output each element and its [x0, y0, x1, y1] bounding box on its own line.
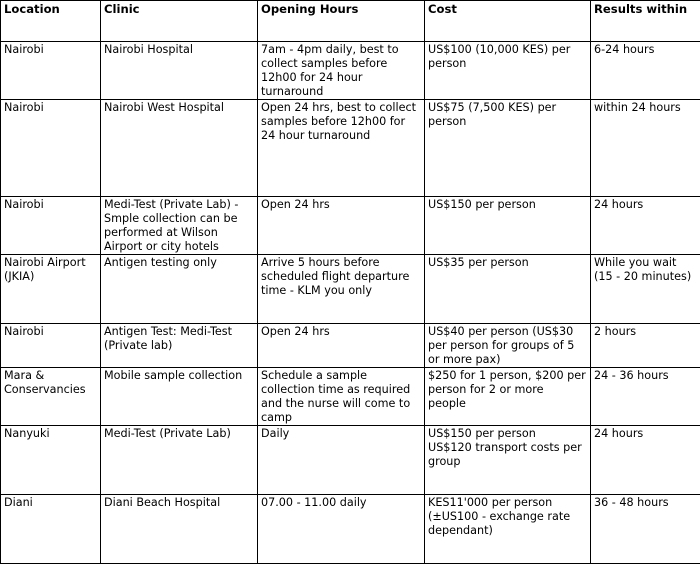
table-row [1, 100, 700, 197]
clinic-cell: Medi-Test (Private Lab) [101, 426, 258, 495]
location-cell: Nairobi [1, 197, 101, 255]
hours-cell: Arrive 5 hours before scheduled flight departure time - KLM you only [258, 255, 425, 324]
clinic-cell: Nairobi Hospital [101, 42, 258, 100]
hours-cell: Schedule a sample collection time as required and the nurse will come to camp [258, 368, 425, 426]
clinic-cell: Mobile sample collection [101, 368, 258, 426]
cost-cell: $250 for 1 person, $200 per person for 2 or more people [425, 368, 591, 426]
cost-cell: US$150 per person [425, 197, 591, 255]
cost-cell: US$150 per person US$120 transport costs per group [425, 426, 591, 495]
location-cell: Mara & Conservancies [1, 368, 101, 426]
results-cell: 24 hours [591, 197, 700, 255]
location-cell: Nairobi [1, 42, 101, 100]
results-cell: 2 hours [591, 324, 700, 368]
table-row [1, 368, 700, 426]
results-cell: within 24 hours [591, 100, 700, 197]
results-cell: While you wait (15 - 20 minutes) [591, 255, 700, 324]
cost-cell: KES11'000 per person (±US100 - exchange rate dependant) [425, 495, 591, 564]
hours-cell: Daily [258, 426, 425, 495]
hours-cell: Open 24 hrs [258, 324, 425, 368]
results-cell: 24 hours [591, 426, 700, 495]
results-cell: 36 - 48 hours [591, 495, 700, 564]
table-row [1, 42, 700, 100]
header-cost: Cost [425, 1, 591, 42]
header-location: Location [1, 1, 101, 42]
clinic-cell: Antigen Test: Medi-Test (Private lab) [101, 324, 258, 368]
results-cell: 24 - 36 hours [591, 368, 700, 426]
hours-cell: 07.00 - 11.00 daily [258, 495, 425, 564]
results-cell: 6-24 hours [591, 42, 700, 100]
table-row [1, 426, 700, 495]
cost-cell: US$40 per person (US$30 per person for groups of 5 or more pax) [425, 324, 591, 368]
table-row [1, 324, 700, 368]
location-cell: Diani [1, 495, 101, 564]
clinic-cell: Diani Beach Hospital [101, 495, 258, 564]
header-results-within: Results within [591, 1, 700, 42]
table-row [1, 255, 700, 324]
location-cell: Nanyuki [1, 426, 101, 495]
header-clinic: Clinic [101, 1, 258, 42]
cost-cell: US$75 (7,500 KES) per person [425, 100, 591, 197]
cost-cell: US$35 per person [425, 255, 591, 324]
cost-cell: US$100 (10,000 KES) per person [425, 42, 591, 100]
location-cell: Nairobi [1, 324, 101, 368]
hours-cell: Open 24 hrs [258, 197, 425, 255]
hours-cell: 7am - 4pm daily, best to collect samples before 12h00 for 24 hour turnaround [258, 42, 425, 100]
clinic-cell: Antigen testing only [101, 255, 258, 324]
clinic-cell: Nairobi West Hospital [101, 100, 258, 197]
location-cell: Nairobi Airport (JKIA) [1, 255, 101, 324]
header-row [1, 1, 700, 42]
location-cell: Nairobi [1, 100, 101, 197]
header-opening-hours: Opening Hours [258, 1, 425, 42]
table-row [1, 197, 700, 255]
clinic-cell: Medi-Test (Private Lab) - Smple collection can be performed at Wilson Airport or city hotels [101, 197, 258, 255]
table-row [1, 495, 700, 564]
hours-cell: Open 24 hrs, best to collect samples before 12h00 for 24 hour turnaround [258, 100, 425, 197]
